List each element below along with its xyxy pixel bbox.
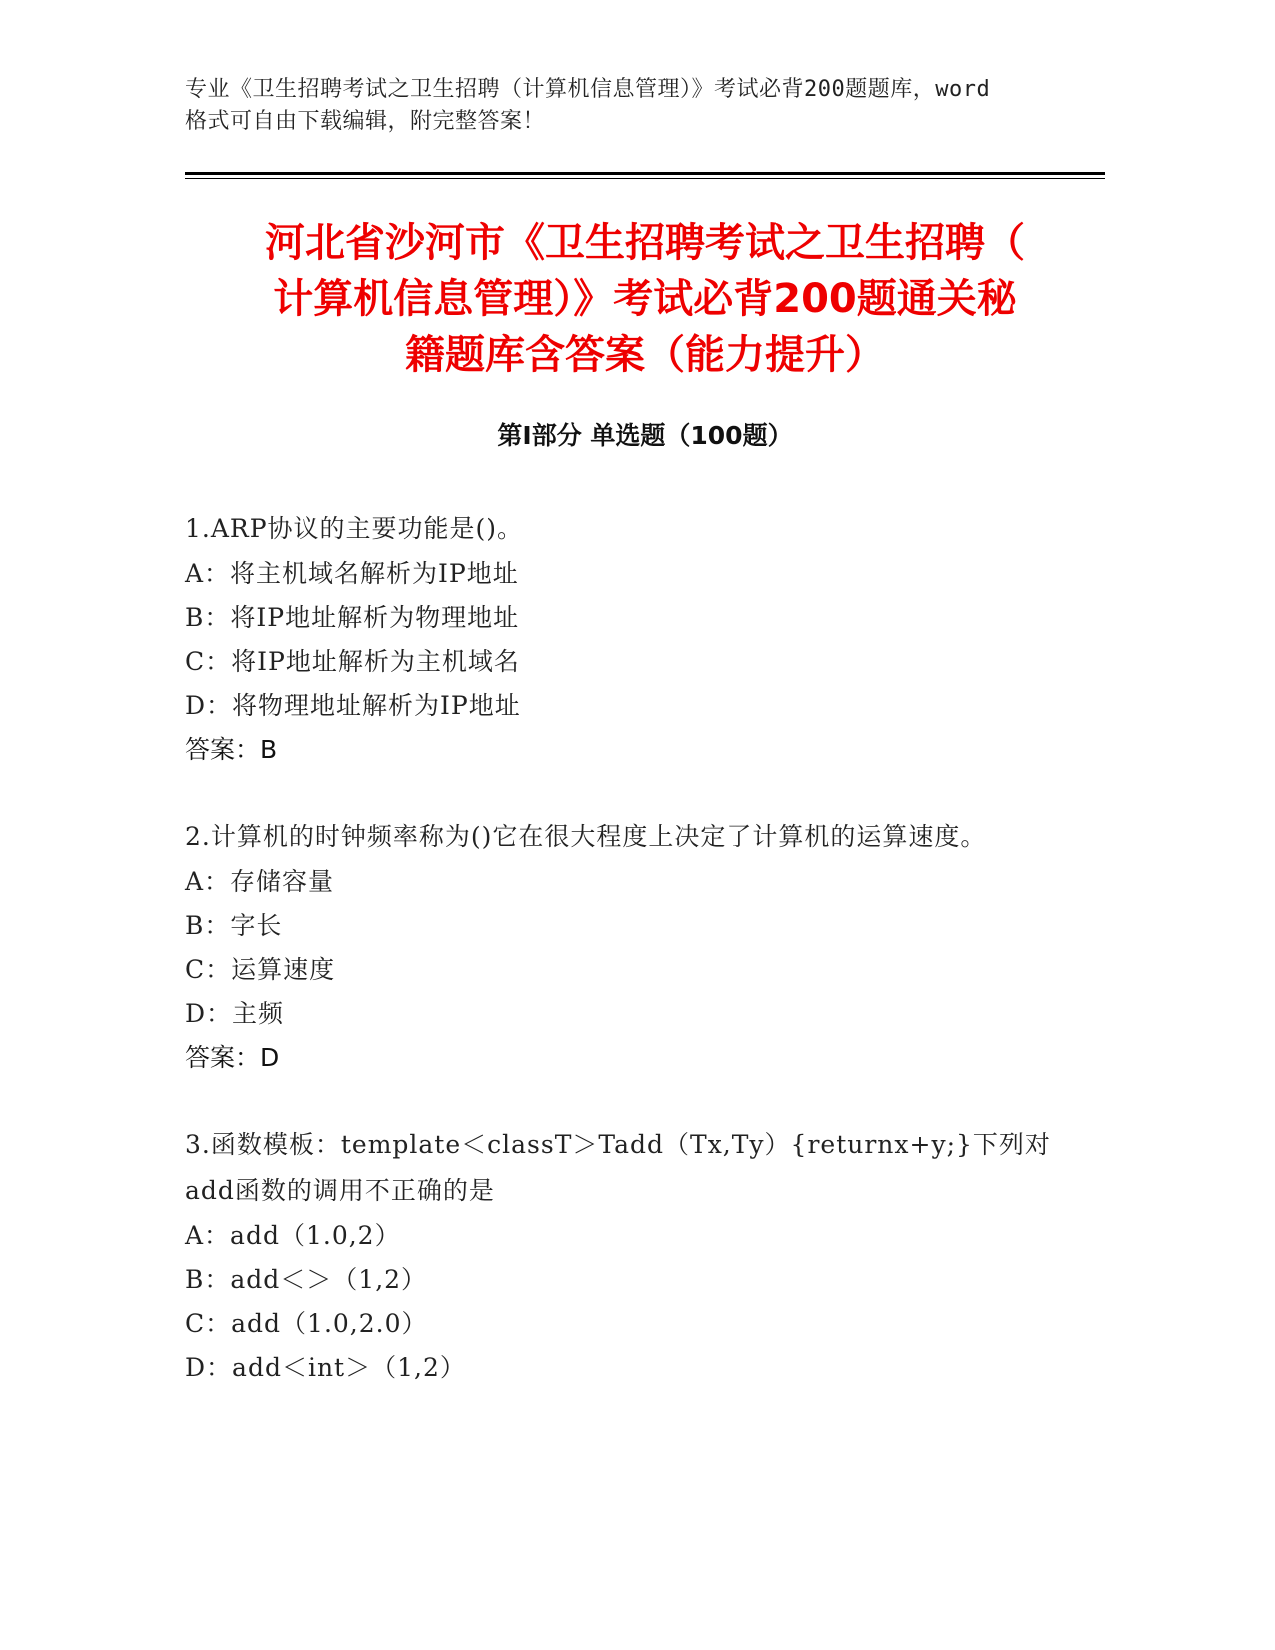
header-note-line-2: 格式可自由下载编辑，附完整答案！ bbox=[185, 109, 546, 134]
question-2 bbox=[185, 814, 1065, 1080]
option-c: C：运算速度 bbox=[185, 955, 336, 984]
question-1 bbox=[185, 506, 1065, 772]
option-b: B：字长 bbox=[185, 911, 283, 940]
option-b: B：add＜＞（1,2） bbox=[185, 1265, 428, 1294]
question-3 bbox=[185, 1122, 1065, 1390]
question-stem: 3.函数模板：template＜classT＞Tadd（Tx,Ty）{returnx+y;}下列对add函数的调用不正确的是 bbox=[185, 1130, 1051, 1205]
option-a: A：add（1.0,2） bbox=[185, 1221, 401, 1250]
option-a: A：将主机域名解析为IP地址 bbox=[185, 559, 519, 588]
document-title-line-1: 河北省沙河市《卫生招聘考试之卫生招聘（ bbox=[265, 220, 1025, 266]
section-title: 第I部分 单选题（100题） bbox=[497, 421, 793, 450]
answer: 答案：D bbox=[185, 1043, 280, 1072]
document-title-line-2: 计算机信息管理）》考试必背200题通关秘 bbox=[273, 276, 1017, 322]
option-a: A：存储容量 bbox=[185, 867, 335, 896]
document-title bbox=[185, 215, 1105, 383]
option-c: C：将IP地址解析为主机域名 bbox=[185, 647, 520, 676]
answer: 答案：B bbox=[185, 735, 278, 764]
option-c: C：add（1.0,2.0） bbox=[185, 1309, 428, 1338]
header-note bbox=[185, 74, 1105, 138]
option-d: D：将物理地址解析为IP地址 bbox=[185, 691, 521, 720]
document-title-line-3: 籍题库含答案（能力提升） bbox=[405, 332, 885, 378]
option-d: D：主频 bbox=[185, 999, 285, 1028]
question-stem: 2.计算机的时钟频率称为()它在很大程度上决定了计算机的运算速度。 bbox=[185, 822, 987, 851]
header-note-line-1: 专业《卫生招聘考试之卫生招聘（计算机信息管理）》考试必背200题题库，word bbox=[185, 77, 991, 102]
header-rule-thin bbox=[185, 178, 1105, 179]
option-d: D：add＜int＞（1,2） bbox=[185, 1353, 466, 1382]
header-rule-thick bbox=[185, 172, 1105, 175]
question-stem: 1.ARP协议的主要功能是()。 bbox=[185, 514, 524, 543]
question-list bbox=[185, 506, 1065, 1432]
option-b: B：将IP地址解析为物理地址 bbox=[185, 603, 520, 632]
